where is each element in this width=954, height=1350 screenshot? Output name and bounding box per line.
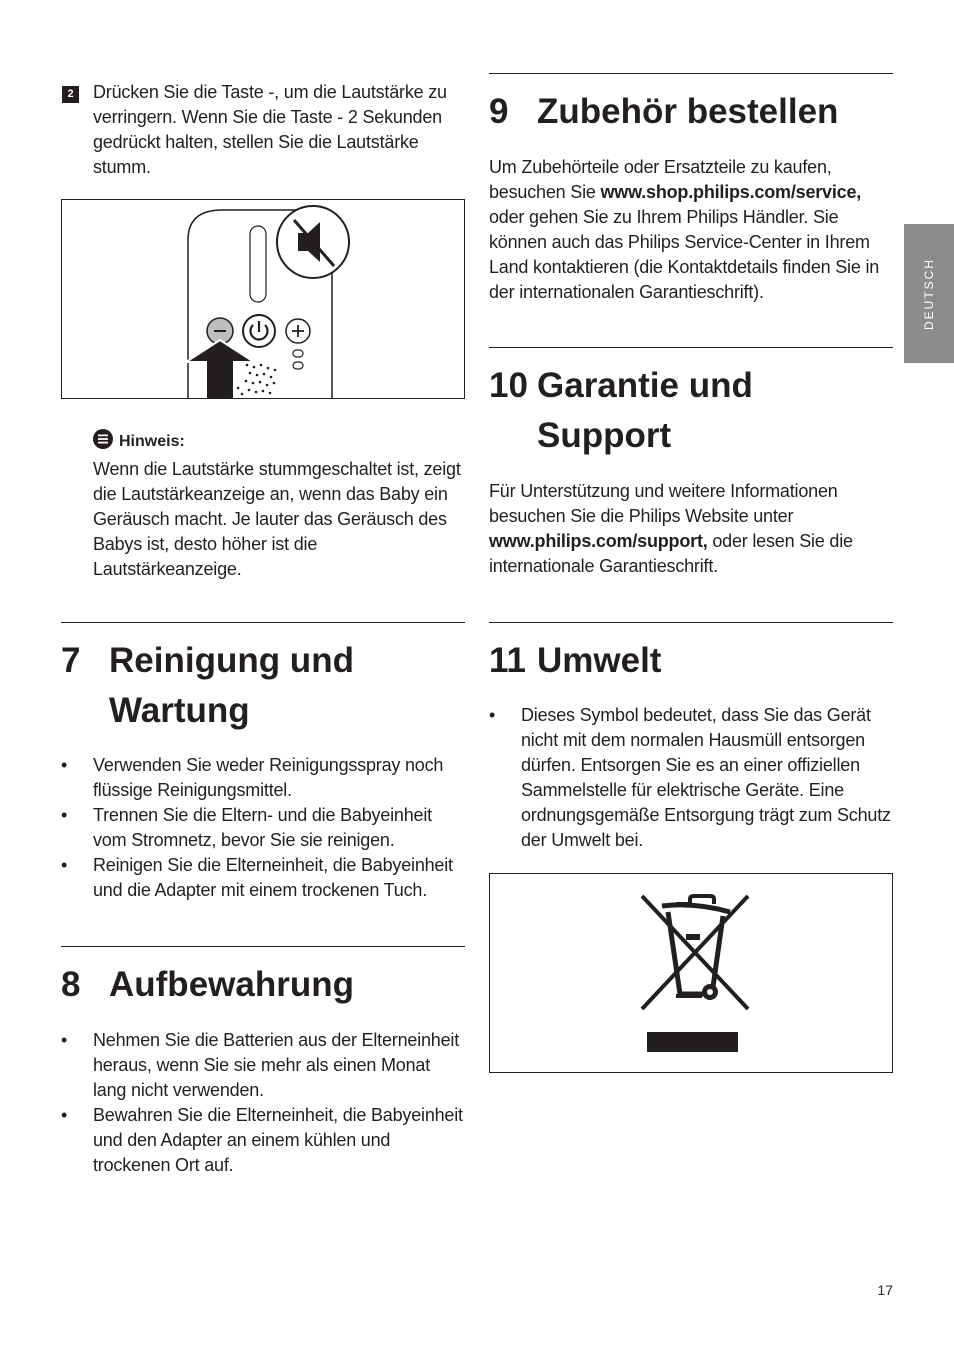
list-item: • Dieses Symbol bedeutet, dass Sie das Gerät nicht mit dem normalen Hausmüll entsorgen dürfen. Entsorgen Sie es an einer offiziellen Sammelstelle für elektrische Geräte. Eine ordnungsgemäße Entsorgung trägt zum Schutz der Umwelt bei.: [489, 703, 893, 853]
section-9-text-before: Um Zubehörteile oder Ersatzteile zu kaufen, besuchen Sie: [489, 157, 832, 202]
note-icon: [93, 429, 113, 457]
section-11-number: 11: [489, 641, 526, 680]
section-9-text-after: oder gehen Sie zu Ihrem Philips Händler. Sie können auch das Philips Service-Center in Ihrem Land kontaktieren (die Kontaktdetails finden Sie in der internationalen Garantieschrift).: [489, 207, 880, 302]
section-8-list: [61, 1028, 465, 1178]
section-8-rule: [61, 946, 465, 947]
section-10-text: [489, 479, 893, 579]
list-item: • Nehmen Sie die Batterien aus der Elterneinheit heraus, wenn Sie sie mehr als einen Monat lang nicht verwenden.: [61, 1028, 465, 1103]
list-item: • Verwenden Sie weder Reinigungsspray noch flüssige Reinigungsmittel.: [61, 753, 465, 803]
section-11-list: [489, 703, 893, 853]
section-9-rule: [489, 73, 893, 74]
list-item: • Reinigen Sie die Elterneinheit, die Babyeinheit und die Adapter mit einem trockenen Tuch.: [61, 853, 465, 903]
step-number-badge: 2: [62, 86, 79, 103]
note-text: Wenn die Lautstärke stummgeschaltet ist, zeigt die Lautstärkeanzeige an, wenn das Baby ein Geräusch macht. Je lauter das Geräusch des Babys ist, desto höher ist die Lautstärkeanzeige.: [93, 459, 461, 579]
section-11-title: Umwelt: [537, 641, 662, 680]
section-8-number: 8: [61, 965, 81, 1004]
section-10-heading: [489, 361, 893, 461]
mute-icon: [277, 206, 349, 278]
section-10-text-after: oder lesen Sie die internationale Garantieschrift.: [489, 531, 853, 576]
section-7-number: 7: [61, 641, 81, 680]
section-9-text: [489, 155, 893, 305]
shop-link[interactable]: www.shop.philips.com/service,: [600, 182, 862, 202]
list-item: • Bewahren Sie die Elterneinheit, die Babyeinheit und den Adapter an einem kühlen und trockenen Ort auf.: [61, 1103, 465, 1178]
section-10-title-line1: Garantie und: [537, 366, 753, 405]
section-7-title-line1: Reinigung und: [109, 641, 354, 680]
section-11-rule: [489, 622, 893, 623]
speaker-grille: [237, 364, 277, 396]
note-header: [93, 429, 465, 457]
section-9-number: 9: [489, 92, 509, 131]
section-8-title: Aufbewahrung: [109, 965, 354, 1004]
section-10-rule: [489, 347, 893, 348]
section-7-rule: [61, 622, 465, 623]
section-10-title-line2: Support: [537, 416, 672, 455]
weee-figure: [489, 873, 893, 1073]
section-10-text-before: Für Unterstützung und weitere Informationen besuchen Sie die Philips Website unter: [489, 481, 838, 526]
power-button-icon: [243, 315, 275, 347]
support-link[interactable]: www.philips.com/support,: [489, 531, 708, 551]
section-9-heading: [489, 87, 893, 137]
section-9-title: Zubehör bestellen: [537, 92, 839, 131]
device-figure: [61, 199, 465, 399]
page-number: 17: [877, 1282, 893, 1298]
language-tab: [904, 224, 954, 363]
crossed-bin-icon: [490, 874, 892, 1072]
device-illustration: [62, 200, 464, 398]
plus-button-icon: [286, 319, 310, 343]
step-text: Drücken Sie die Taste -, um die Lautstärke zu verringern. Wenn Sie die Taste - 2 Sekunden gedrückt halten, stellen Sie die Lautstärke stumm.: [93, 82, 447, 177]
language-tab-label: DEUTSCH: [922, 257, 936, 330]
note-block: [93, 429, 465, 582]
arrow-up-icon: [186, 340, 254, 398]
section-11-heading: [489, 636, 893, 686]
note-title: Hinweis:: [119, 433, 185, 450]
section-7-heading: [61, 636, 465, 736]
list-item: • Trennen Sie die Eltern- und die Babyeinheit vom Stromnetz, bevor Sie sie reinigen.: [61, 803, 465, 853]
section-7-list: [61, 753, 465, 903]
section-10-number: 10: [489, 366, 528, 405]
section-7-title-line2: Wartung: [109, 691, 250, 730]
section-8-heading: [61, 960, 465, 1010]
